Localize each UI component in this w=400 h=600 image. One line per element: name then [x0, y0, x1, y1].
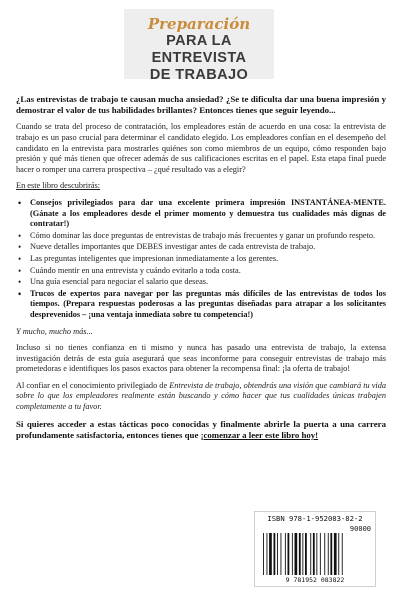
barcode-bar [338, 533, 339, 575]
barcode-bar [320, 533, 321, 575]
book-title-ref: Entrevista de trabajo [169, 380, 240, 390]
list-item: • Cómo dominar las doce preguntas de entrevistas de trabajo más frecuentes y ganar un profundo respeto. [30, 231, 386, 242]
list-item: • Nueve detalles importantes que DEBES investigar antes de cada entrevista de trabajo. [30, 242, 386, 253]
title-banner [124, 9, 274, 83]
list-item: • Una guía esencial para negociar el salario que deseas. [30, 277, 386, 288]
barcode-bar [292, 533, 293, 575]
barcode-bar [263, 533, 264, 575]
barcode-block [254, 511, 376, 587]
barcode-bar [277, 533, 278, 575]
back-cover-text [16, 94, 386, 447]
barcode-bar [305, 533, 307, 575]
barcode-bars [261, 533, 369, 575]
barcode-bar [310, 533, 311, 575]
barcode-bar [274, 533, 276, 575]
list-item: • Las preguntas inteligentes que impresionan inmediatamente a los gerentes. [30, 254, 386, 265]
title-line-1: PARA LA ENTREVISTA [151, 33, 247, 66]
insight-pre: Al confiar en el conocimiento privilegiado de [16, 380, 170, 390]
barcode-bar [281, 533, 282, 575]
title-script: Preparación [147, 15, 251, 33]
barcode-bar [330, 533, 332, 575]
closing-text: Si quieres acceder a estas tácticas poco conocidas y finalmente abrirle la puerta a una carrera profundamente satisfactoria, entonces tienes que [16, 418, 386, 440]
title-line-2: DE TRABAJO [149, 67, 249, 83]
intro-paragraph: Cuando se trata del proceso de contratación, los empleadores están de acuerdo en una cosa: la entrevista de trabajo es un paso crucial para determinar el candidato elegido. Los empleadores confían en el desempeño del candidato en la entrevista para mostrarles quiénes son como miembros de un equipo, cómo responden bajo presión y qué más tienen que ofrecer además de sus calificaciones escritas en el papel. Esta etapa final puede hacer o romper una carrera prospectiva – ¿qué resultado vas a elegir? [16, 122, 386, 174]
barcode-bar [288, 533, 290, 575]
barcode-number: 9 781952 083822 [285, 576, 345, 584]
barcode-bar [313, 533, 315, 575]
list-heading: En este libro descubrirás: [16, 181, 101, 191]
benefit-list [16, 198, 386, 321]
price-code: 90000 [349, 525, 371, 533]
barcode-bar [285, 533, 286, 575]
barcode-bar [324, 533, 325, 575]
more-line: Y mucho, mucho más... [16, 326, 93, 336]
isbn-label: ISBN 978-1-952083-82-2 [267, 514, 363, 523]
barcode-bar [295, 533, 298, 575]
closing-paragraph [16, 419, 386, 441]
insight-post: , obtendrás una visión que cambiará tu vida sobre lo que los empleadores realmente están buscando y cómo hacer que tus cualidades únicas trabajen completamente a tu favor. [16, 380, 387, 412]
barcode-bar [269, 533, 272, 575]
barcode-bar [328, 533, 329, 575]
list-item: • Cuándo mentir en una entrevista y cuándo evitarlo a toda costa. [30, 266, 386, 277]
barcode-bar [267, 533, 268, 575]
list-item: • Trucos de expertos para navegar por las preguntas más difíciles de las entrevistas de todos los tiempos. (Prepara respuestas poderosas a las preguntas diseñadas para atrapar a los solicitantes desprevenidos – ¡una ventaja inmediata sobre tu competencia!) [30, 289, 386, 321]
barcode-bar [299, 533, 301, 575]
closing-cta: ¡comenzar a leer este libro hoy! [200, 429, 319, 440]
confidence-paragraph: Incluso si no tienes confianza en ti mismo y nunca has pasado una entrevista de trabajo, la extensa investigación detrás de esta guía asegurará que seas inconforme para conseguir entrevistas de trabajo más prometedoras e identifiques los pasos exactos para obtener la recompensa final: ¡la oferta de trabajo! [16, 343, 386, 374]
barcode-bar [302, 533, 303, 575]
barcode-bar [316, 533, 317, 575]
lead-paragraph: ¿Las entrevistas de trabajo te causan mucha ansiedad? ¿Se te dificulta dar una buena impresión y demostrar el valor de tus habilidades brillantes? Entonces tienes que seguir leyendo... [16, 94, 386, 116]
list-item: • Consejos privilegiados para dar una excelente primera impresión INSTANTÁNEA-MENTE. (Gánate a los empleadores desde el primer momento y demuestra tus cualidades más dignas de contratar!) [30, 198, 386, 230]
barcode-bar [342, 533, 343, 575]
insight-paragraph [16, 381, 386, 413]
barcode-bar [334, 533, 337, 575]
